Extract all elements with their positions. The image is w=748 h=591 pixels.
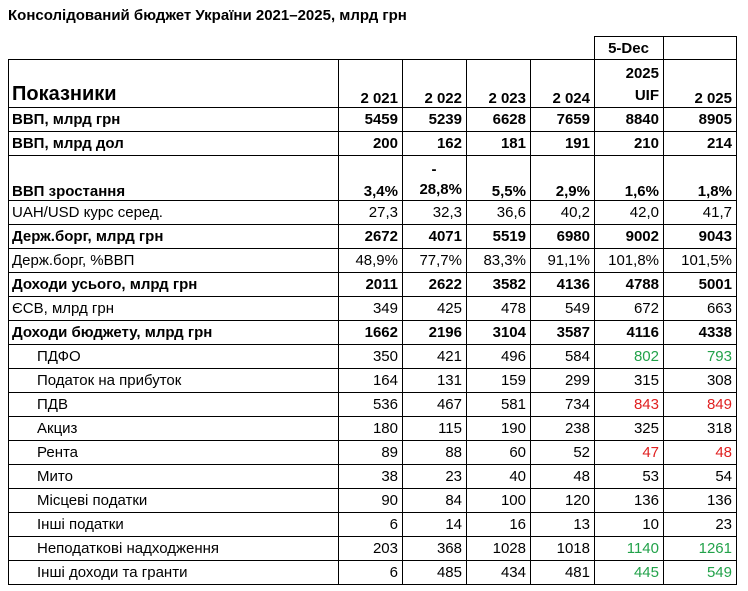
row-label: Неподаткові надходження [9, 537, 339, 561]
table-row [9, 249, 737, 273]
table-row [9, 489, 737, 513]
cell-value: 77,7% [403, 249, 467, 273]
cell-value: 38 [339, 465, 403, 489]
table-row [9, 441, 737, 465]
cell-value: 2011 [339, 273, 403, 297]
cell-value: 40 [467, 465, 531, 489]
cell-value: 32,3 [403, 201, 467, 225]
cell-value: 299 [531, 369, 595, 393]
row-label: ПДВ [9, 393, 339, 417]
row-label: Держ.борг, млрд грн [9, 225, 339, 249]
table-row [9, 393, 737, 417]
cell-value: 2196 [403, 321, 467, 345]
cell-value: 131 [403, 369, 467, 393]
cell-value: 101,5% [664, 249, 737, 273]
cell-value: 41,7 [664, 201, 737, 225]
cell-value: 4071 [403, 225, 467, 249]
header-2025: 2 025 [664, 60, 737, 108]
cell-value: 101,8% [595, 249, 664, 273]
table-row [9, 465, 737, 489]
cell-value: 191 [531, 132, 595, 156]
table-row [9, 561, 737, 585]
header-row [9, 60, 737, 108]
cell-value: 91,1% [531, 249, 595, 273]
cell-value: 6 [339, 561, 403, 585]
cell-value: 1662 [339, 321, 403, 345]
cell-sign: - [431, 161, 437, 178]
cell-value: 10 [595, 513, 664, 537]
table-row [9, 369, 737, 393]
table-row [9, 201, 737, 225]
row-label: Інші податки [9, 513, 339, 537]
cell-value: 54 [664, 465, 737, 489]
cell-value: 849 [664, 393, 737, 417]
cell-value: 434 [467, 561, 531, 585]
cell-value: 9002 [595, 225, 664, 249]
header-2023: 2 023 [467, 60, 531, 108]
cell-value: 843 [595, 393, 664, 417]
cell-value: 478 [467, 297, 531, 321]
table-row [9, 225, 737, 249]
row-label: ПДФО [9, 345, 339, 369]
cell-value: 6980 [531, 225, 595, 249]
row-label: ЄСВ, млрд грн [9, 297, 339, 321]
row-label: ВВП, млрд дол [9, 132, 339, 156]
row-label: ВВП зростання [9, 156, 339, 201]
cell-value: 5001 [664, 273, 737, 297]
row-label: Інші доходи та гранти [9, 561, 339, 585]
cell-value: 2622 [403, 273, 467, 297]
cell-value: 734 [531, 393, 595, 417]
cell-value: 3587 [531, 321, 595, 345]
header-indicators: Показники [9, 60, 339, 108]
row-label: Рента [9, 441, 339, 465]
cell-value: 203 [339, 537, 403, 561]
cell-value: 47 [595, 441, 664, 465]
cell-value: 350 [339, 345, 403, 369]
cell-value: 672 [595, 297, 664, 321]
table-row [9, 537, 737, 561]
cell-value: 23 [403, 465, 467, 489]
cell-value: 200 [339, 132, 403, 156]
row-label: Держ.борг, %ВВП [9, 249, 339, 273]
cell-value: 6628 [467, 108, 531, 132]
cell-value: 89 [339, 441, 403, 465]
cell-value: 549 [664, 561, 737, 585]
cell-value: 549 [531, 297, 595, 321]
cell-value: 3582 [467, 273, 531, 297]
cell-value: 16 [467, 513, 531, 537]
cell-value: 1140 [595, 537, 664, 561]
date-row [9, 37, 737, 60]
cell-value: 802 [595, 345, 664, 369]
cell-value: 2672 [339, 225, 403, 249]
cell-value: 181 [467, 132, 531, 156]
cell-value: 7659 [531, 108, 595, 132]
cell-value: 136 [595, 489, 664, 513]
cell-value: 159 [467, 369, 531, 393]
cell-value: 584 [531, 345, 595, 369]
row-label: Місцеві податки [9, 489, 339, 513]
cell-value: 318 [664, 417, 737, 441]
header-uif-year: 2025 [625, 65, 659, 82]
cell-value: 5,5% [467, 156, 531, 201]
cell-value: 180 [339, 417, 403, 441]
table-row [9, 108, 737, 132]
cell-value: 467 [403, 393, 467, 417]
cell-value: 36,6 [467, 201, 531, 225]
cell-value: 60 [467, 441, 531, 465]
cell-value: 581 [467, 393, 531, 417]
cell-value: 53 [595, 465, 664, 489]
cell-value: 83,3% [467, 249, 531, 273]
cell-value: 100 [467, 489, 531, 513]
cell-value: 23 [664, 513, 737, 537]
cell-value: 9043 [664, 225, 737, 249]
cell-value: 13 [531, 513, 595, 537]
cell-value: 5459 [339, 108, 403, 132]
cell-number: 28,8% [419, 181, 462, 198]
date-label: 5-Dec [595, 37, 664, 60]
header-2021: 2 021 [339, 60, 403, 108]
header-uif-label: UIF [634, 87, 659, 104]
budget-table [8, 36, 737, 585]
cell-value: 1,8% [664, 156, 737, 201]
cell-value: 1018 [531, 537, 595, 561]
cell-value: 40,2 [531, 201, 595, 225]
cell-value: 190 [467, 417, 531, 441]
cell-value: 84 [403, 489, 467, 513]
cell-value: 315 [595, 369, 664, 393]
cell-value: 136 [664, 489, 737, 513]
cell-value: 214 [664, 132, 737, 156]
cell-value: 4338 [664, 321, 737, 345]
table-row [9, 321, 737, 345]
cell-value: 485 [403, 561, 467, 585]
cell-value: 120 [531, 489, 595, 513]
table-row [9, 417, 737, 441]
cell-value: 14 [403, 513, 467, 537]
cell-value: 663 [664, 297, 737, 321]
cell-value: 368 [403, 537, 467, 561]
row-label: Акциз [9, 417, 339, 441]
row-label: ВВП, млрд грн [9, 108, 339, 132]
cell-value: 52 [531, 441, 595, 465]
table-row [9, 297, 737, 321]
table-title: Консолідований бюджет України 2021–2025, млрд грн [8, 7, 407, 24]
cell-value: 2,9% [531, 156, 595, 201]
cell-value: 1028 [467, 537, 531, 561]
cell-value: 210 [595, 132, 664, 156]
header-2024: 2 024 [531, 60, 595, 108]
cell-value: 325 [595, 417, 664, 441]
cell-value: 4136 [531, 273, 595, 297]
row-label: Доходи бюджету, млрд грн [9, 321, 339, 345]
cell-value: 8840 [595, 108, 664, 132]
cell-value: 1261 [664, 537, 737, 561]
cell-value: 162 [403, 132, 467, 156]
cell-value: 3104 [467, 321, 531, 345]
cell-value: 421 [403, 345, 467, 369]
cell-value: 5239 [403, 108, 467, 132]
cell-value: 8905 [664, 108, 737, 132]
cell-value: 164 [339, 369, 403, 393]
row-label: Мито [9, 465, 339, 489]
cell-value: 48 [531, 465, 595, 489]
cell-value: 445 [595, 561, 664, 585]
cell-value: 3,4% [339, 156, 403, 201]
cell-value: 42,0 [595, 201, 664, 225]
table-row [9, 156, 737, 201]
cell-value: 481 [531, 561, 595, 585]
cell-value: 308 [664, 369, 737, 393]
cell-value: 4788 [595, 273, 664, 297]
cell-value [403, 156, 467, 201]
row-label: Податок на прибуток [9, 369, 339, 393]
cell-value: 88 [403, 441, 467, 465]
cell-value: 4116 [595, 321, 664, 345]
cell-value: 536 [339, 393, 403, 417]
cell-value: 48 [664, 441, 737, 465]
header-2025-uif [595, 60, 664, 108]
cell-value: 496 [467, 345, 531, 369]
cell-value: 425 [403, 297, 467, 321]
row-label: Доходи усього, млрд грн [9, 273, 339, 297]
row-label: UAH/USD курс серед. [9, 201, 339, 225]
cell-value: 90 [339, 489, 403, 513]
cell-value: 48,9% [339, 249, 403, 273]
cell-value: 238 [531, 417, 595, 441]
cell-value: 1,6% [595, 156, 664, 201]
table-row [9, 132, 737, 156]
table-row [9, 513, 737, 537]
cell-value: 6 [339, 513, 403, 537]
header-2022: 2 022 [403, 60, 467, 108]
table-row [9, 345, 737, 369]
cell-value: 115 [403, 417, 467, 441]
cell-value: 349 [339, 297, 403, 321]
table-row [9, 273, 737, 297]
cell-value: 5519 [467, 225, 531, 249]
cell-value: 27,3 [339, 201, 403, 225]
cell-value: 793 [664, 345, 737, 369]
